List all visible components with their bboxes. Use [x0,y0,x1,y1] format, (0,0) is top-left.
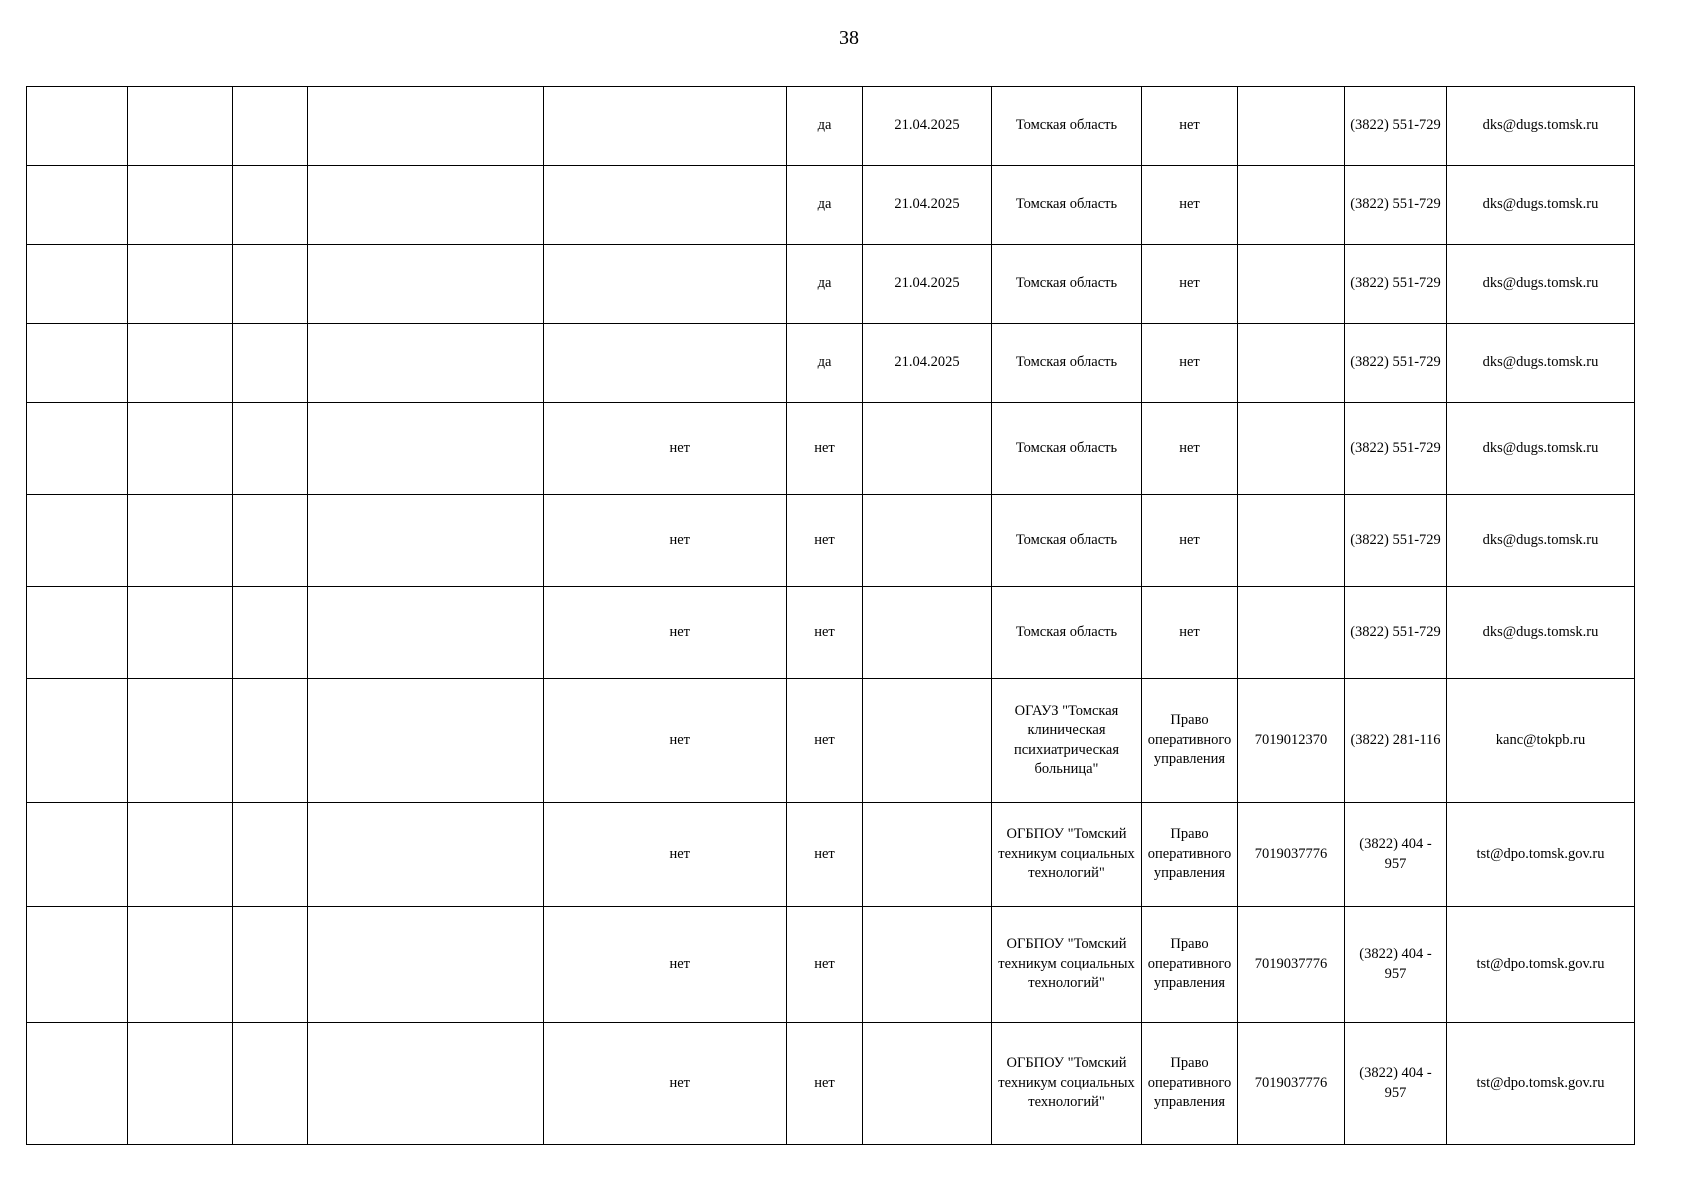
cell-col-2 [128,1023,233,1145]
cell-col-6: да [787,245,863,324]
owner-cell: Томская область [992,166,1142,245]
table-row [27,495,1635,587]
phone-cell: (3822) 551-729 [1345,495,1447,587]
phone-cell: (3822) 551-729 [1345,166,1447,245]
cell-col-5 [544,245,787,324]
cell-col-3 [233,87,308,166]
right-type-cell: Право оперативного управления [1142,679,1238,803]
cell-col-1 [27,403,128,495]
cell-col-3 [233,324,308,403]
email-cell: dks@dugs.tomsk.ru [1447,245,1635,324]
cell-col-3 [233,495,308,587]
table-row [27,324,1635,403]
cell-col-4 [308,907,544,1023]
cell-col-1 [27,166,128,245]
right-type-cell: нет [1142,324,1238,403]
cell-col-3 [233,679,308,803]
cell-col-1 [27,1023,128,1145]
cell-col-2 [128,245,233,324]
cell-col-2 [128,803,233,907]
date-cell [863,403,992,495]
inn-cell: 7019037776 [1238,803,1345,907]
date-cell [863,907,992,1023]
table-row [27,166,1635,245]
owner-cell: ОГБПОУ "Томский техникум социальных технологий" [992,907,1142,1023]
owner-cell: ОГБПОУ "Томский техникум социальных технологий" [992,803,1142,907]
email-cell: tst@dpo.tomsk.gov.ru [1447,803,1635,907]
cell-col-1 [27,324,128,403]
date-cell: 21.04.2025 [863,324,992,403]
cell-col-4 [308,587,544,679]
cell-col-1 [27,679,128,803]
cell-col-4 [308,245,544,324]
cell-col-6: нет [787,587,863,679]
date-cell [863,587,992,679]
right-type-cell: Право оперативного управления [1142,907,1238,1023]
registry-table [26,86,1635,1145]
cell-col-1 [27,495,128,587]
cell-col-3 [233,166,308,245]
right-type-cell: нет [1142,587,1238,679]
right-type-cell: нет [1142,495,1238,587]
cell-col-4 [308,495,544,587]
table-row [27,907,1635,1023]
inn-cell: 7019037776 [1238,907,1345,1023]
inn-cell [1238,587,1345,679]
inn-cell: 7019012370 [1238,679,1345,803]
cell-col-1 [27,587,128,679]
cell-col-5: нет [544,495,787,587]
cell-col-3 [233,1023,308,1145]
cell-col-5: нет [544,1023,787,1145]
date-cell: 21.04.2025 [863,166,992,245]
owner-cell: ОГАУЗ "Томская клиническая психиатрическая больница" [992,679,1142,803]
cell-col-5: нет [544,587,787,679]
phone-cell: (3822) 551-729 [1345,87,1447,166]
owner-cell: Томская область [992,87,1142,166]
email-cell: dks@dugs.tomsk.ru [1447,403,1635,495]
phone-cell: (3822) 404 - 957 [1345,907,1447,1023]
table-row [27,1023,1635,1145]
right-type-cell: нет [1142,87,1238,166]
right-type-cell: нет [1142,403,1238,495]
right-type-cell: нет [1142,166,1238,245]
owner-cell: Томская область [992,587,1142,679]
date-cell [863,495,992,587]
email-cell: dks@dugs.tomsk.ru [1447,324,1635,403]
page-number: 38 [839,27,859,49]
cell-col-6: да [787,166,863,245]
cell-col-6: нет [787,907,863,1023]
cell-col-2 [128,87,233,166]
cell-col-6: нет [787,803,863,907]
phone-cell: (3822) 281-116 [1345,679,1447,803]
table-row [27,803,1635,907]
cell-col-6: нет [787,679,863,803]
cell-col-6: да [787,87,863,166]
email-cell: tst@dpo.tomsk.gov.ru [1447,1023,1635,1145]
table-row [27,679,1635,803]
cell-col-4 [308,166,544,245]
inn-cell [1238,495,1345,587]
cell-col-2 [128,495,233,587]
cell-col-5: нет [544,679,787,803]
cell-col-2 [128,403,233,495]
cell-col-5: нет [544,907,787,1023]
cell-col-5 [544,87,787,166]
registry-table-body [27,87,1635,1145]
cell-col-4 [308,1023,544,1145]
phone-cell: (3822) 551-729 [1345,587,1447,679]
cell-col-1 [27,803,128,907]
date-cell: 21.04.2025 [863,245,992,324]
cell-col-1 [27,907,128,1023]
email-cell: dks@dugs.tomsk.ru [1447,587,1635,679]
email-cell: dks@dugs.tomsk.ru [1447,166,1635,245]
phone-cell: (3822) 404 - 957 [1345,1023,1447,1145]
cell-col-2 [128,324,233,403]
cell-col-2 [128,679,233,803]
inn-cell [1238,403,1345,495]
phone-cell: (3822) 551-729 [1345,324,1447,403]
cell-col-2 [128,907,233,1023]
date-cell [863,679,992,803]
cell-col-6: нет [787,403,863,495]
cell-col-5: нет [544,803,787,907]
owner-cell: Томская область [992,495,1142,587]
cell-col-4 [308,87,544,166]
inn-cell [1238,324,1345,403]
date-cell: 21.04.2025 [863,87,992,166]
cell-col-2 [128,587,233,679]
cell-col-3 [233,403,308,495]
cell-col-4 [308,403,544,495]
date-cell [863,1023,992,1145]
table-row [27,245,1635,324]
cell-col-5 [544,324,787,403]
phone-cell: (3822) 551-729 [1345,245,1447,324]
cell-col-6: нет [787,495,863,587]
email-cell: kanc@tokpb.ru [1447,679,1635,803]
owner-cell: ОГБПОУ "Томский техникум социальных технологий" [992,1023,1142,1145]
owner-cell: Томская область [992,245,1142,324]
cell-col-4 [308,803,544,907]
phone-cell: (3822) 551-729 [1345,403,1447,495]
date-cell [863,803,992,907]
email-cell: tst@dpo.tomsk.gov.ru [1447,907,1635,1023]
inn-cell [1238,245,1345,324]
cell-col-3 [233,907,308,1023]
email-cell: dks@dugs.tomsk.ru [1447,87,1635,166]
inn-cell: 7019037776 [1238,1023,1345,1145]
right-type-cell: Право оперативного управления [1142,1023,1238,1145]
cell-col-5: нет [544,403,787,495]
cell-col-3 [233,803,308,907]
phone-cell: (3822) 404 - 957 [1345,803,1447,907]
owner-cell: Томская область [992,324,1142,403]
cell-col-5 [544,166,787,245]
cell-col-3 [233,245,308,324]
cell-col-2 [128,166,233,245]
right-type-cell: нет [1142,245,1238,324]
right-type-cell: Право оперативного управления [1142,803,1238,907]
owner-cell: Томская область [992,403,1142,495]
cell-col-3 [233,587,308,679]
cell-col-1 [27,87,128,166]
cell-col-4 [308,324,544,403]
inn-cell [1238,87,1345,166]
cell-col-6: да [787,324,863,403]
inn-cell [1238,166,1345,245]
email-cell: dks@dugs.tomsk.ru [1447,495,1635,587]
table-row [27,87,1635,166]
cell-col-1 [27,245,128,324]
cell-col-6: нет [787,1023,863,1145]
cell-col-4 [308,679,544,803]
table-row [27,587,1635,679]
table-row [27,403,1635,495]
